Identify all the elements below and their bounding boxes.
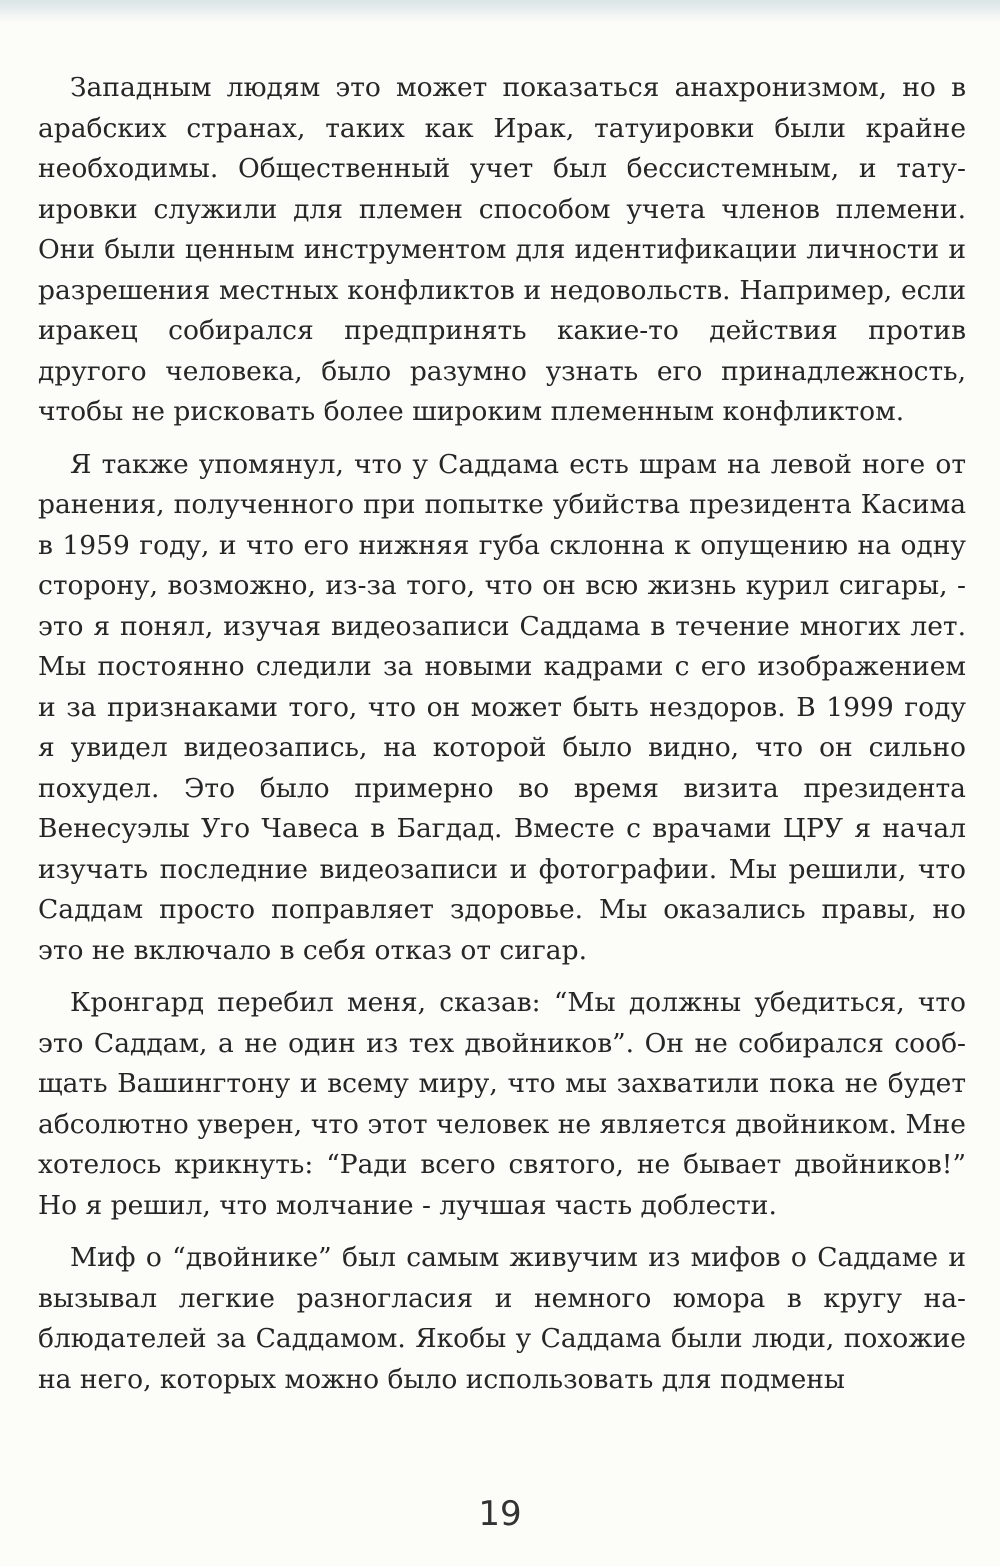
- page-top-edge: [0, 0, 1000, 22]
- paragraph-3: Кронгард перебил меня, сказав: “Мы должны убедиться, что это Саддам, а не один из тех двойников”. Он не собирался сообщать Вашингтону и всему миру, что мы захватили пока не будет абсолютно уверен, что этот человек не является двойником. Мне хотелось крикнуть: “Ради всего святого, не бывает двойников!” Но я решил, что молчание - лучшая часть доблести.: [38, 987, 966, 1221]
- paragraph-1: Западным людям это может показаться анахронизмом, но в арабских странах, таких как Ирак, татуировки были крайне необходимы. Общественный учет был бессистемным, и татуировки служили для племен способом учета членов племени. Они были ценным инструментом для идентификации личности и разрешения местных конфликтов и недовольств. Например, если иракец собирался предпринять какие-то действия против другого человека, было разумно узнать его принадлежность, чтобы не рисковать более широким племенным конфликтом.: [38, 72, 966, 427]
- body-text: [38, 68, 966, 1412]
- paragraph-4: Миф о “двойнике” был самым живучим из мифов о Саддаме и вызывал легкие разногласия и немного юмора в кругу наблюдателей за Саддамом. Якобы у Саддама были люди, похожие на него, которых можно было использовать для подмены: [38, 1242, 966, 1395]
- paragraph-2: Я также упомянул, что у Саддама есть шрам на левой ноге от ранения, полученного при попытке убийства президента Касима в 1959 году, и что его нижняя губа склонна к опущению на одну сторону, возможно, из-за того, что он всю жизнь курил сигары, - это я понял, изучая видеозаписи Саддама в течение многих лет. Мы постоянно следили за новыми кадрами с его изображением и за признаками того, что он может быть нездоров. В 1999 году я увидел видеозапись, на которой было видно, что он сильно похудел. Это было примерно во время визита президента Венесуэлы Уго Чавеса в Багдад. Вместе с врачами ЦРУ я начал изучать последние видеозаписи и фотографии. Мы решили, что Саддам просто поправляет здоровье. Мы оказались правы, но это не включало в себя отказ от сигар.: [38, 448, 966, 966]
- page-number: 19: [478, 1494, 522, 1534]
